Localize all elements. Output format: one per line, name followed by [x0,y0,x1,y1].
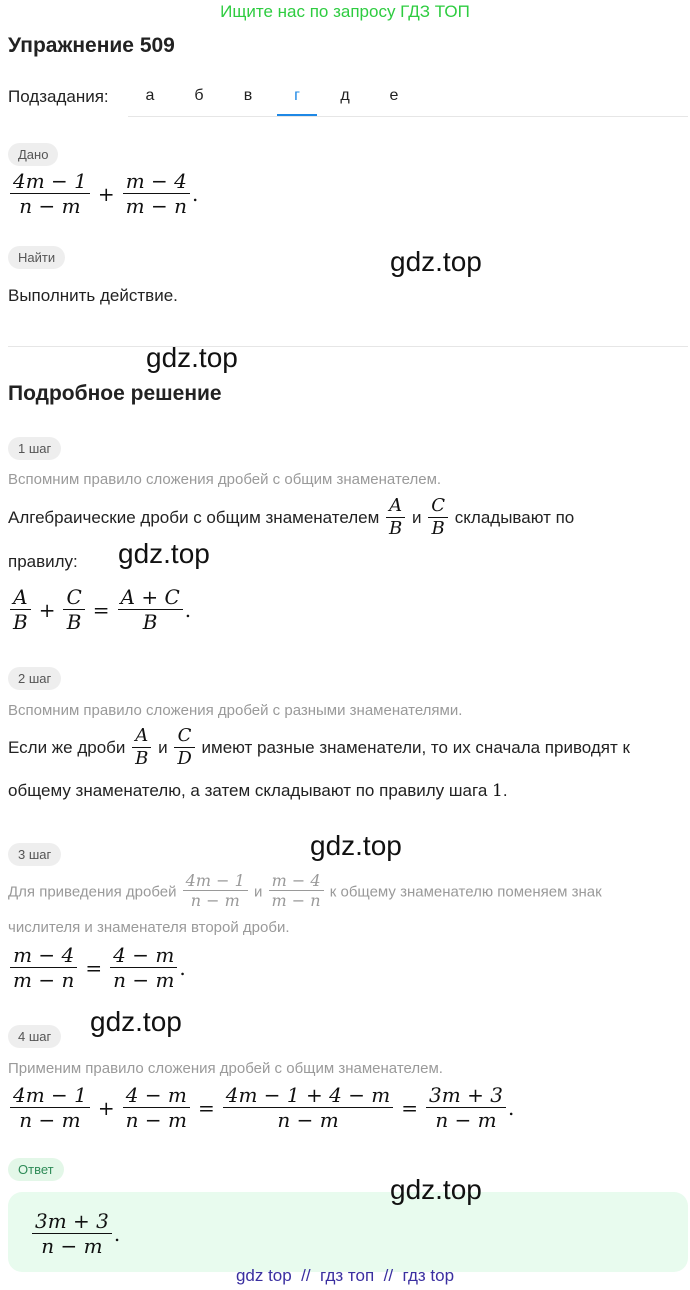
step-2-frac-b-num: C [174,726,194,748]
given-f2-denominator: m − n [125,194,187,218]
step-1-text-c: правилу: [8,552,78,571]
step-1-inline-frac-a [384,495,407,539]
step-3-hint-conj: и [253,883,263,901]
step-3-f-eq: = [85,956,103,980]
given-fraction-2 [123,170,190,218]
tab-b[interactable]: б [194,87,204,104]
step-3-f-r-den: n − m [113,968,175,992]
step-1-f-eq: = [92,598,110,622]
step-2-frac-b-den: D [177,747,192,769]
step-3-hint-frac-1 [181,871,250,911]
watermark: gdz.top [390,246,482,277]
step-1-conj: и [412,508,422,528]
given-badge: Дано [8,143,58,166]
step-1-frac-b-num: C [428,496,448,518]
tab-g[interactable]: г [277,80,317,116]
step-2-text-c: общему знаменателю, а затем складывают по правилу шага [8,781,488,800]
answer-badge: Ответ [8,1158,64,1181]
given-expression [8,170,198,218]
step-2-frac-a-num: A [132,726,151,748]
step-4-f-eq1: = [197,1096,215,1120]
tab-d[interactable]: д [340,87,350,104]
step-2-inline-frac-b [172,725,196,769]
step-2-text-b: имеют разные знаменатели, то их сначала приводят к [201,738,630,758]
tab-v[interactable]: в [243,87,253,104]
step-4-f-end: . [507,1096,515,1120]
step-2-text [8,726,630,769]
step-1-frac-a-den: B [389,517,403,539]
step-3-hf1-num: 4m − 1 [183,872,248,891]
step-4-f-plus: + [97,1096,115,1120]
step-3-hint-a: Для приведения дробей [8,883,177,901]
given-fraction-1 [10,170,90,218]
given-plus: + [97,182,115,206]
step-4-f-a-num: 4m − 1 [10,1084,90,1108]
step-1-text-a: Алгебраические дроби с общим знаменателем [8,508,380,528]
step-1-formula [8,586,191,634]
step-1-inline-frac-b [426,495,450,539]
given-f1-numerator: 4m − 1 [10,170,90,194]
answer-end: . [113,1222,121,1246]
step-4-hint: Применим правило сложения дробей с общим знаменателем. [8,1060,443,1077]
given-f2-numerator: m − 4 [123,170,190,194]
step-1-badge: 1 шаг [8,437,61,460]
step-1-f-b-den: B [66,610,82,634]
step-2-conj: и [158,738,168,758]
step-2-step-ref: 1 [492,781,503,801]
step-1-frac-b-den: B [431,517,445,539]
watermark: gdz.top [310,830,402,861]
step-3-badge: 3 шаг [8,843,61,866]
tab-e[interactable]: е [389,87,399,104]
step-1-f-plus: + [38,598,56,622]
step-4-f-b-num: 4 − m [123,1084,190,1108]
watermark: gdz.top [90,1006,182,1037]
step-1-f-b-num: C [63,586,84,610]
step-3-f-l-num: m − 4 [10,944,77,968]
answer-expression [30,1210,120,1258]
step-1-f-a-num: A [10,586,31,610]
step-4-f-c-num: 4m − 1 + 4 − m [223,1084,394,1108]
step-3-hint [8,872,602,911]
watermark: gdz.top [146,342,238,373]
step-4-f-c-den: n − m [277,1108,339,1132]
step-2-inline-frac-a [130,725,153,769]
page-title: Упражнение 509 [8,34,175,57]
subtasks-tabs [128,80,688,117]
top-banner[interactable]: Ищите нас по запросу ГДЗ ТОП [220,2,470,21]
step-3-hf2-num: m − 4 [269,872,324,891]
given-end: . [191,182,199,206]
step-1-text [8,496,574,539]
step-3-f-end: . [179,956,186,980]
given-f1-denominator: n − m [19,194,81,218]
step-2-frac-a-den: B [135,747,149,769]
find-text: Выполнить действие. [8,286,178,305]
step-2-text-a: Если же дроби [8,738,126,758]
step-1-f-a-den: B [13,610,28,634]
step-4-formula [8,1084,514,1132]
step-3-formula [8,944,186,992]
step-3-hf2-den: m − n [271,891,321,911]
step-4-f-d-num: 3m + 3 [426,1084,506,1108]
solution-title: Подробное решение [8,382,222,405]
step-2-end: . [502,781,508,800]
step-4-f-b-den: n − m [125,1108,187,1132]
step-3-f-l-den: m − n [13,968,75,992]
step-2-badge: 2 шаг [8,667,61,690]
step-4-f-a-den: n − m [19,1108,81,1132]
step-4-f-d-den: n − m [435,1108,497,1132]
footer-links[interactable]: gdz top // гдз топ // гдз top [235,1266,455,1285]
step-1-f-r-num: A + C [118,586,183,610]
step-3-f-r-num: 4 − m [110,944,177,968]
step-3-hint-c: числителя и знаменателя второй дроби. [8,919,290,936]
subtasks-label: Подзадания: [8,87,109,106]
find-badge: Найти [8,246,65,269]
step-2-text-c-line [8,781,508,801]
step-3-hint-frac-2 [267,871,326,911]
step-1-text-b: складывают по [454,508,575,528]
step-2-hint: Вспомним правило сложения дробей с разными знаменателями. [8,702,463,719]
step-3-hf1-den: n − m [190,891,240,911]
step-1-frac-a-num: A [386,496,405,518]
step-4-badge: 4 шаг [8,1025,61,1048]
step-1-f-end: . [184,598,192,622]
tab-a[interactable]: а [145,87,155,104]
answer-denominator: n − m [41,1234,103,1258]
step-1-hint: Вспомним правило сложения дробей с общим знаменателем. [8,471,442,488]
step-3-hint-b: к общему знаменателю поменяем знак [329,883,602,901]
step-1-f-r-den: B [142,610,158,634]
watermark: gdz.top [390,1174,482,1205]
answer-numerator: 3m + 3 [32,1210,112,1234]
step-4-f-eq2: = [401,1096,419,1120]
divider [8,346,688,347]
watermark: gdz.top [118,538,210,569]
